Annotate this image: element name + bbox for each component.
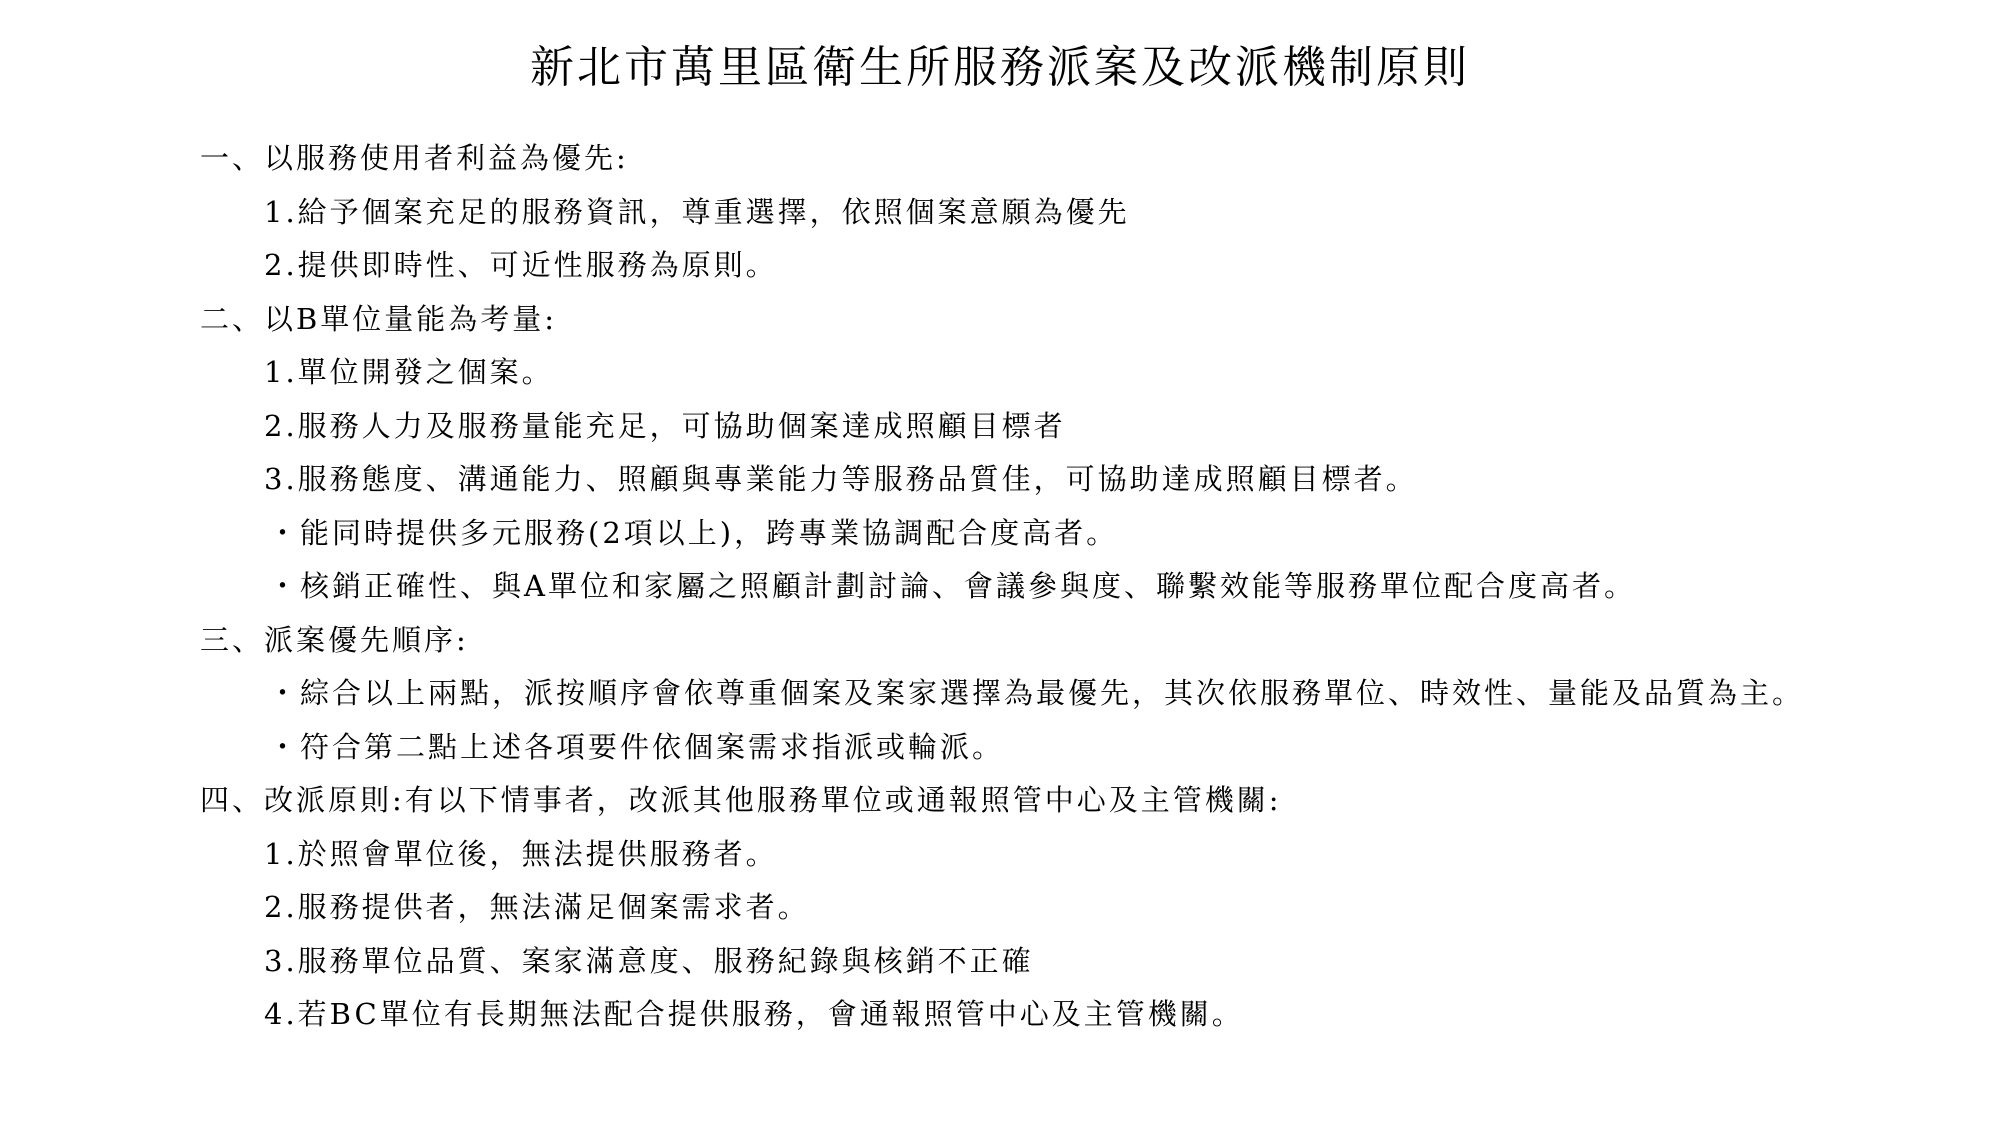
section-heading-4: 四、改派原則:有以下情事者，改派其他服務單位或通報照管中心及主管機關: [200,783,1282,817]
document-body [200,132,1980,1042]
list-item: 2.提供即時性、可近性服務為原則。 [264,248,778,282]
list-item: 2.服務提供者，無法滿足個案需求者。 [264,890,810,924]
page-title: 新北市萬里區衛生所服務派案及改派機制原則 [530,42,1470,93]
list-item: 2.服務人力及服務量能充足，可協助個案達成照顧目標者 [264,408,1066,443]
section-heading-3: 三、派案優先順序: [200,622,469,657]
bullet-item: ・符合第二點上述各項要件依個案需求指派或輪派。 [268,729,1005,764]
list-item: 1.給予個案充足的服務資訊，尊重選擇，依照個案意願為優先 [264,194,1130,229]
list-item: 3.服務單位品質、案家滿意度、服務紀錄與核銷不正確 [264,943,1034,978]
list-item: 1.於照會單位後，無法提供服務者。 [264,836,778,871]
bullet-item: ・能同時提供多元服務(2項以上)，跨專業協調配合度高者。 [268,515,1119,550]
bullet-item: ・綜合以上兩點，派按順序會依尊重個案及案家選擇為最優先，其次依服務單位、時效性、量能及品質為主。 [268,676,1805,710]
bullet-item: ・核銷正確性、與A單位和家屬之照顧計劃討論、會議參與度、聯繫效能等服務單位配合度高者。 [268,569,1636,603]
list-item: 1.單位開發之個案。 [264,355,554,389]
section-heading-2: 二、以B單位量能為考量: [200,301,558,336]
list-item: 3.服務態度、溝通能力、照顧與專業能力等服務品質佳，可協助達成照顧目標者。 [264,462,1418,496]
section-heading-1: 一、以服務使用者利益為優先: [200,141,629,175]
list-item: 4.若BC單位有長期無法配合提供服務，會通報照管中心及主管機關。 [264,997,1244,1031]
